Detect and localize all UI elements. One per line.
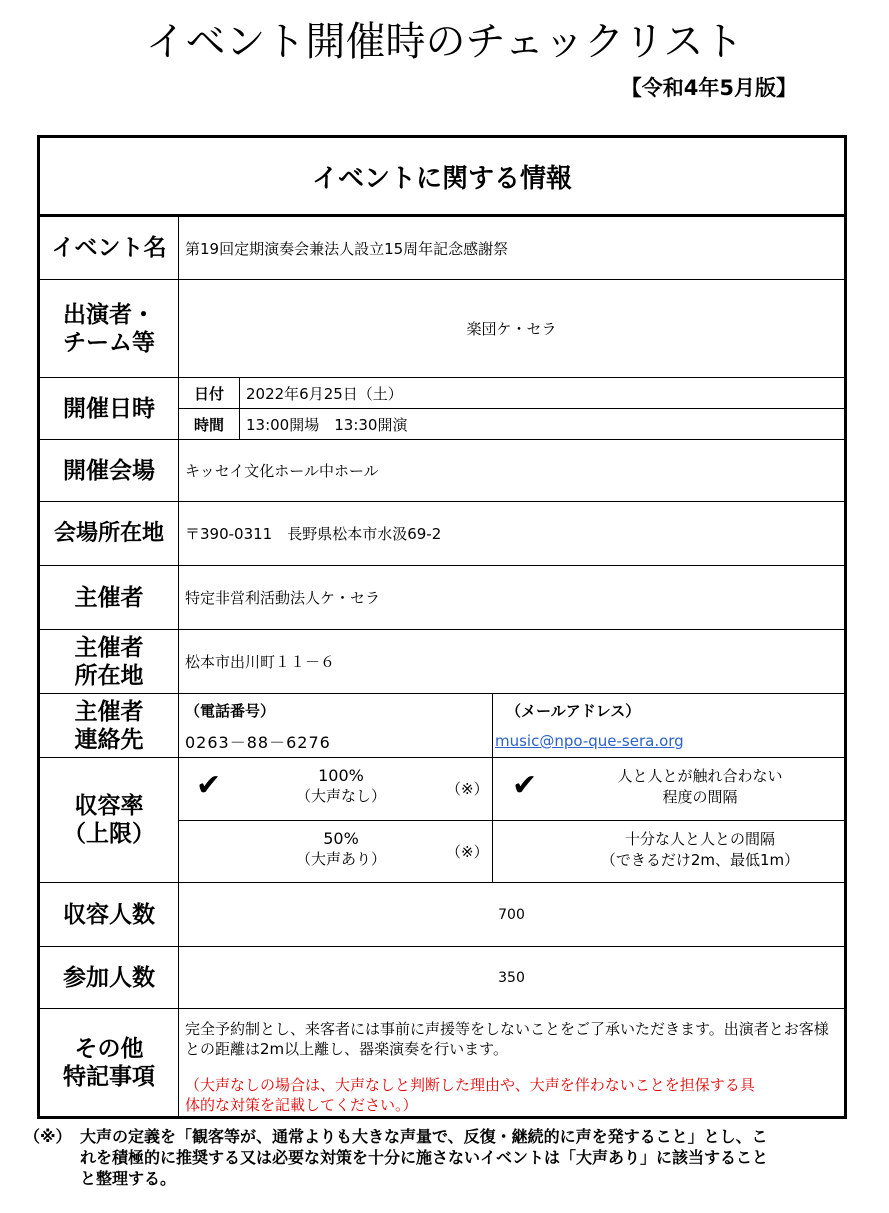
row-datetime bbox=[40, 377, 844, 439]
row-capacity-count bbox=[40, 882, 844, 946]
capacity-count-value: 700 bbox=[498, 906, 525, 923]
phone-heading: （電話番号） bbox=[185, 702, 276, 720]
event-name-value: 第19回定期演奏会兼法人設立15周年記念感謝祭 bbox=[185, 239, 509, 258]
opt2-percent: 50% bbox=[323, 829, 359, 848]
row-venue bbox=[40, 439, 844, 501]
opt2-desc: （大声あり） bbox=[295, 850, 386, 868]
opt1-percent: 100% bbox=[318, 766, 364, 785]
contact-divider bbox=[492, 694, 493, 757]
time-row bbox=[179, 409, 844, 439]
date-value: 2022年6月25日（土） bbox=[246, 384, 403, 403]
remarks-text: 完全予約制とし、来客者には事前に声援等をしないことをご了承いただきます。出演者とお客様との距離は2m以上離し、器楽演奏を行います。 bbox=[185, 1020, 829, 1058]
venue-value: キッセイ文化ホール中ホール bbox=[185, 462, 379, 480]
attendees-label: 参加人数 bbox=[40, 947, 179, 1008]
row-event-name bbox=[40, 217, 844, 279]
row-performers bbox=[40, 279, 844, 377]
opt1-spacing-check-mark[interactable]: ✔ bbox=[512, 768, 538, 803]
organizer-address-label: 主催者 所在地 bbox=[40, 630, 179, 693]
organizer-contact-label: 主催者 連絡先 bbox=[40, 694, 179, 757]
datetime-label: 開催日時 bbox=[40, 378, 179, 439]
organizer-value: 特定非営利活動法人ケ・セラ bbox=[185, 589, 381, 607]
row-organizer-contact bbox=[40, 693, 844, 757]
footnote bbox=[24, 1126, 780, 1189]
footnote-mark: （※） bbox=[24, 1127, 72, 1146]
row-capacity-rate bbox=[40, 757, 844, 882]
opt2-note-mark: （※） bbox=[446, 843, 489, 861]
opt1-spacing-text: 人と人とが触れ合わない 程度の間隔 bbox=[617, 767, 783, 806]
row-venue-address bbox=[40, 501, 844, 565]
venue-label: 開催会場 bbox=[40, 440, 179, 501]
footnote-text: 大声の定義を「観客等が、通常よりも大きな声量で、反復・継続的に声を発すること」とし、これを積極的に推奨する又は必要な対策を十分に施さないイベントは「大声あり」に該当することと整理する。 bbox=[80, 1127, 769, 1188]
performers-label: 出演者・ チーム等 bbox=[40, 280, 179, 377]
edition-label: 【令和4年5月版】 bbox=[620, 76, 797, 100]
attendees-value: 350 bbox=[498, 969, 525, 986]
capacity-rate-divider-h bbox=[179, 820, 844, 821]
email-heading: （メールアドレス） bbox=[506, 702, 641, 720]
phone-value: 0263－88－6276 bbox=[185, 733, 331, 752]
section-header-text: イベントに関する情報 bbox=[311, 163, 572, 194]
capacity-rate-divider-v bbox=[492, 758, 493, 882]
row-organizer-address bbox=[40, 629, 844, 693]
time-key: 時間 bbox=[179, 409, 240, 439]
venue-address-value: 〒390-0311 長野県松本市水汲69-2 bbox=[185, 525, 442, 543]
row-remarks bbox=[40, 1008, 844, 1116]
capacity-count-label: 収容人数 bbox=[40, 883, 179, 946]
row-attendees bbox=[40, 946, 844, 1008]
email-link[interactable]: music@npo-que-sera.org bbox=[495, 732, 684, 750]
row-organizer bbox=[40, 565, 844, 629]
time-value: 13:00開場 13:30開演 bbox=[246, 415, 408, 434]
opt2-spacing-text: 十分な人と人との間隔 （できるだけ2m、最低1m） bbox=[600, 830, 800, 869]
performers-value: 楽団ケ・セラ bbox=[466, 320, 557, 338]
page-title: イベント開催時のチェックリスト bbox=[145, 19, 744, 65]
venue-address-label: 会場所在地 bbox=[40, 502, 179, 565]
date-row bbox=[179, 378, 844, 409]
capacity-rate-label: 収容率 （上限） bbox=[40, 758, 179, 882]
remarks-label: その他 特記事項 bbox=[40, 1009, 179, 1116]
event-info-sheet bbox=[37, 135, 847, 1119]
opt1-desc: （大声なし） bbox=[295, 787, 386, 805]
opt1-note-mark: （※） bbox=[446, 780, 489, 798]
remarks-red-note: （大声なしの場合は、大声なしと判断した理由や、大声を伴わないことを担保する具体的な対策を記載してください。） bbox=[185, 1076, 755, 1114]
section-header bbox=[40, 138, 844, 217]
date-key: 日付 bbox=[179, 378, 240, 408]
organizer-label: 主催者 bbox=[40, 566, 179, 629]
organizer-address-value: 松本市出川町１１－６ bbox=[185, 653, 336, 671]
event-name-label: イベント名 bbox=[40, 217, 179, 279]
opt1-check-mark[interactable]: ✔ bbox=[196, 768, 222, 803]
